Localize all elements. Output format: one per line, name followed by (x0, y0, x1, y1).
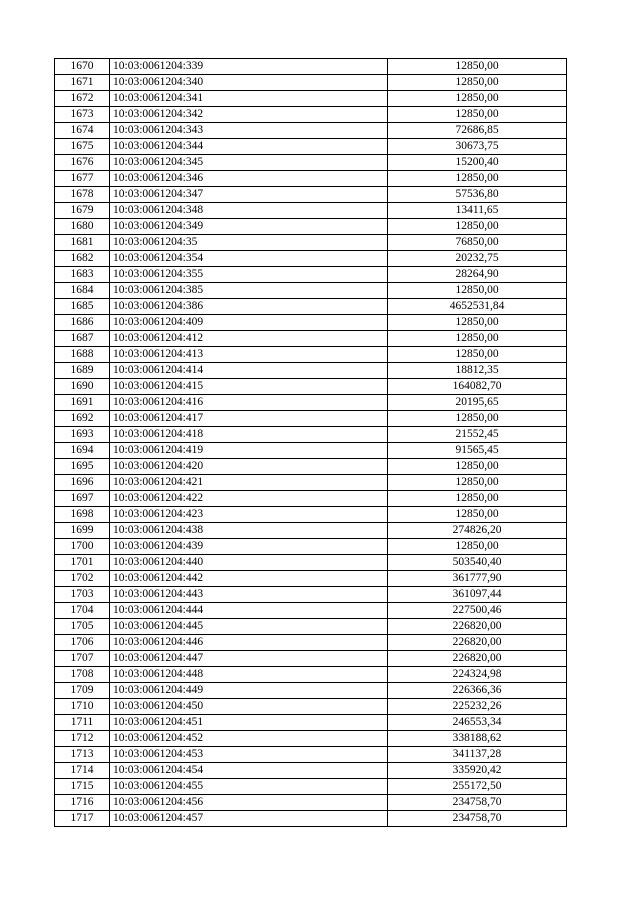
table-row (55, 379, 567, 395)
table-body (55, 59, 567, 827)
table-row (55, 315, 567, 331)
row-number-cell: 1702 (55, 571, 110, 587)
cadastral-number-cell: 10:03:0061204:456 (110, 795, 388, 811)
amount-cell: 12850,00 (388, 491, 567, 507)
cadastral-number-cell: 10:03:0061204:385 (110, 283, 388, 299)
row-number-cell: 1699 (55, 523, 110, 539)
amount-cell: 503540,40 (388, 555, 567, 571)
cadastral-number-cell: 10:03:0061204:415 (110, 379, 388, 395)
row-number-cell: 1716 (55, 795, 110, 811)
amount-cell: 227500,46 (388, 603, 567, 619)
row-number-cell: 1691 (55, 395, 110, 411)
table-row (55, 235, 567, 251)
table-row (55, 107, 567, 123)
row-number-cell: 1700 (55, 539, 110, 555)
row-number-cell: 1674 (55, 123, 110, 139)
amount-cell: 361777,90 (388, 571, 567, 587)
row-number-cell: 1709 (55, 683, 110, 699)
amount-cell: 226366,36 (388, 683, 567, 699)
amount-cell: 91565,45 (388, 443, 567, 459)
row-number-cell: 1676 (55, 155, 110, 171)
row-number-cell: 1696 (55, 475, 110, 491)
row-number-cell: 1713 (55, 747, 110, 763)
cadastral-number-cell: 10:03:0061204:35 (110, 235, 388, 251)
cadastral-number-cell: 10:03:0061204:417 (110, 411, 388, 427)
cadastral-number-cell: 10:03:0061204:409 (110, 315, 388, 331)
table-row (55, 443, 567, 459)
amount-cell: 341137,28 (388, 747, 567, 763)
amount-cell: 12850,00 (388, 219, 567, 235)
table-row (55, 731, 567, 747)
table-row (55, 779, 567, 795)
amount-cell: 12850,00 (388, 411, 567, 427)
amount-cell: 274826,20 (388, 523, 567, 539)
row-number-cell: 1684 (55, 283, 110, 299)
amount-cell: 12850,00 (388, 507, 567, 523)
cadastral-number-cell: 10:03:0061204:453 (110, 747, 388, 763)
amount-cell: 12850,00 (388, 347, 567, 363)
row-number-cell: 1717 (55, 811, 110, 827)
table-row (55, 571, 567, 587)
amount-cell: 12850,00 (388, 475, 567, 491)
amount-cell: 57536,80 (388, 187, 567, 203)
table-row (55, 587, 567, 603)
table-row (55, 203, 567, 219)
row-number-cell: 1708 (55, 667, 110, 683)
row-number-cell: 1693 (55, 427, 110, 443)
amount-cell: 12850,00 (388, 75, 567, 91)
table-row (55, 475, 567, 491)
row-number-cell: 1705 (55, 619, 110, 635)
cadastral-number-cell: 10:03:0061204:418 (110, 427, 388, 443)
cadastral-number-cell: 10:03:0061204:342 (110, 107, 388, 123)
cadastral-number-cell: 10:03:0061204:340 (110, 75, 388, 91)
row-number-cell: 1712 (55, 731, 110, 747)
table-row (55, 395, 567, 411)
amount-cell: 4652531,84 (388, 299, 567, 315)
amount-cell: 246553,34 (388, 715, 567, 731)
row-number-cell: 1677 (55, 171, 110, 187)
amount-cell: 234758,70 (388, 795, 567, 811)
table-row (55, 603, 567, 619)
table-row (55, 459, 567, 475)
table-row (55, 539, 567, 555)
cadastral-number-cell: 10:03:0061204:443 (110, 587, 388, 603)
row-number-cell: 1707 (55, 651, 110, 667)
cadastral-number-cell: 10:03:0061204:343 (110, 123, 388, 139)
row-number-cell: 1672 (55, 91, 110, 107)
table-row (55, 251, 567, 267)
cadastral-number-cell: 10:03:0061204:439 (110, 539, 388, 555)
cadastral-number-cell: 10:03:0061204:447 (110, 651, 388, 667)
row-number-cell: 1680 (55, 219, 110, 235)
cadastral-number-cell: 10:03:0061204:414 (110, 363, 388, 379)
table-row (55, 699, 567, 715)
table-row (55, 555, 567, 571)
amount-cell: 18812,35 (388, 363, 567, 379)
table-row (55, 347, 567, 363)
cadastral-number-cell: 10:03:0061204:446 (110, 635, 388, 651)
table-row (55, 219, 567, 235)
table-row (55, 811, 567, 827)
table-row (55, 507, 567, 523)
cadastral-number-cell: 10:03:0061204:413 (110, 347, 388, 363)
amount-cell: 226820,00 (388, 651, 567, 667)
amount-cell: 76850,00 (388, 235, 567, 251)
cadastral-number-cell: 10:03:0061204:386 (110, 299, 388, 315)
cadastral-number-cell: 10:03:0061204:454 (110, 763, 388, 779)
table-row (55, 683, 567, 699)
row-number-cell: 1706 (55, 635, 110, 651)
table-row (55, 715, 567, 731)
amount-cell: 12850,00 (388, 171, 567, 187)
amount-cell: 12850,00 (388, 459, 567, 475)
table-row (55, 91, 567, 107)
table-row (55, 491, 567, 507)
cadastral-number-cell: 10:03:0061204:423 (110, 507, 388, 523)
amount-cell: 72686,85 (388, 123, 567, 139)
row-number-cell: 1675 (55, 139, 110, 155)
row-number-cell: 1685 (55, 299, 110, 315)
cadastral-number-cell: 10:03:0061204:448 (110, 667, 388, 683)
row-number-cell: 1682 (55, 251, 110, 267)
table-row (55, 299, 567, 315)
table-row (55, 651, 567, 667)
amount-cell: 226820,00 (388, 619, 567, 635)
row-number-cell: 1678 (55, 187, 110, 203)
cadastral-number-cell: 10:03:0061204:354 (110, 251, 388, 267)
cadastral-number-cell: 10:03:0061204:438 (110, 523, 388, 539)
row-number-cell: 1688 (55, 347, 110, 363)
table-row (55, 667, 567, 683)
table-row (55, 523, 567, 539)
table-row (55, 331, 567, 347)
cadastral-number-cell: 10:03:0061204:440 (110, 555, 388, 571)
cadastral-number-cell: 10:03:0061204:420 (110, 459, 388, 475)
amount-cell: 30673,75 (388, 139, 567, 155)
row-number-cell: 1703 (55, 587, 110, 603)
cadastral-number-cell: 10:03:0061204:412 (110, 331, 388, 347)
table-row (55, 171, 567, 187)
amount-cell: 224324,98 (388, 667, 567, 683)
amount-cell: 225232,26 (388, 699, 567, 715)
amount-cell: 164082,70 (388, 379, 567, 395)
amount-cell: 335920,42 (388, 763, 567, 779)
row-number-cell: 1686 (55, 315, 110, 331)
table-row (55, 59, 567, 75)
table-row (55, 635, 567, 651)
cadastral-number-cell: 10:03:0061204:419 (110, 443, 388, 459)
row-number-cell: 1715 (55, 779, 110, 795)
cadastral-number-cell: 10:03:0061204:347 (110, 187, 388, 203)
amount-cell: 12850,00 (388, 539, 567, 555)
table-row (55, 75, 567, 91)
cadastral-number-cell: 10:03:0061204:455 (110, 779, 388, 795)
row-number-cell: 1698 (55, 507, 110, 523)
cadastral-number-cell: 10:03:0061204:442 (110, 571, 388, 587)
row-number-cell: 1711 (55, 715, 110, 731)
table-row (55, 795, 567, 811)
amount-cell: 21552,45 (388, 427, 567, 443)
cadastral-number-cell: 10:03:0061204:345 (110, 155, 388, 171)
row-number-cell: 1673 (55, 107, 110, 123)
amount-cell: 226820,00 (388, 635, 567, 651)
cadastral-number-cell: 10:03:0061204:452 (110, 731, 388, 747)
amount-cell: 12850,00 (388, 91, 567, 107)
row-number-cell: 1689 (55, 363, 110, 379)
cadastral-number-cell: 10:03:0061204:450 (110, 699, 388, 715)
cadastral-number-cell: 10:03:0061204:416 (110, 395, 388, 411)
row-number-cell: 1679 (55, 203, 110, 219)
cadastral-number-cell: 10:03:0061204:449 (110, 683, 388, 699)
cadastral-number-cell: 10:03:0061204:341 (110, 91, 388, 107)
row-number-cell: 1681 (55, 235, 110, 251)
amount-cell: 20195,65 (388, 395, 567, 411)
row-number-cell: 1690 (55, 379, 110, 395)
amount-cell: 338188,62 (388, 731, 567, 747)
cadastral-number-cell: 10:03:0061204:422 (110, 491, 388, 507)
cadastral-number-cell: 10:03:0061204:444 (110, 603, 388, 619)
cadastral-number-cell: 10:03:0061204:421 (110, 475, 388, 491)
table-row (55, 283, 567, 299)
amount-cell: 12850,00 (388, 283, 567, 299)
row-number-cell: 1704 (55, 603, 110, 619)
amount-cell: 12850,00 (388, 107, 567, 123)
row-number-cell: 1714 (55, 763, 110, 779)
amount-cell: 15200,40 (388, 155, 567, 171)
row-number-cell: 1697 (55, 491, 110, 507)
table-row (55, 123, 567, 139)
row-number-cell: 1695 (55, 459, 110, 475)
amount-cell: 13411,65 (388, 203, 567, 219)
table-row (55, 155, 567, 171)
cadastral-number-cell: 10:03:0061204:339 (110, 59, 388, 75)
cadastral-number-cell: 10:03:0061204:457 (110, 811, 388, 827)
cadastral-number-cell: 10:03:0061204:348 (110, 203, 388, 219)
cadastral-number-cell: 10:03:0061204:346 (110, 171, 388, 187)
cadastral-number-cell: 10:03:0061204:344 (110, 139, 388, 155)
amount-cell: 20232,75 (388, 251, 567, 267)
cadastral-number-cell: 10:03:0061204:451 (110, 715, 388, 731)
amount-cell: 12850,00 (388, 315, 567, 331)
table-row (55, 427, 567, 443)
table-row (55, 411, 567, 427)
row-number-cell: 1701 (55, 555, 110, 571)
table-row (55, 747, 567, 763)
cadastral-number-cell: 10:03:0061204:355 (110, 267, 388, 283)
table-row (55, 139, 567, 155)
table-row (55, 267, 567, 283)
amount-cell: 234758,70 (388, 811, 567, 827)
amount-cell: 12850,00 (388, 59, 567, 75)
table-row (55, 187, 567, 203)
amount-cell: 28264,90 (388, 267, 567, 283)
table-row (55, 763, 567, 779)
row-number-cell: 1694 (55, 443, 110, 459)
amount-cell: 255172,50 (388, 779, 567, 795)
table-row (55, 619, 567, 635)
row-number-cell: 1683 (55, 267, 110, 283)
row-number-cell: 1687 (55, 331, 110, 347)
amount-cell: 361097,44 (388, 587, 567, 603)
amount-cell: 12850,00 (388, 331, 567, 347)
row-number-cell: 1670 (55, 59, 110, 75)
cadastral-number-cell: 10:03:0061204:445 (110, 619, 388, 635)
row-number-cell: 1671 (55, 75, 110, 91)
table-row (55, 363, 567, 379)
cadastral-number-cell: 10:03:0061204:349 (110, 219, 388, 235)
row-number-cell: 1710 (55, 699, 110, 715)
data-table (54, 58, 567, 827)
row-number-cell: 1692 (55, 411, 110, 427)
